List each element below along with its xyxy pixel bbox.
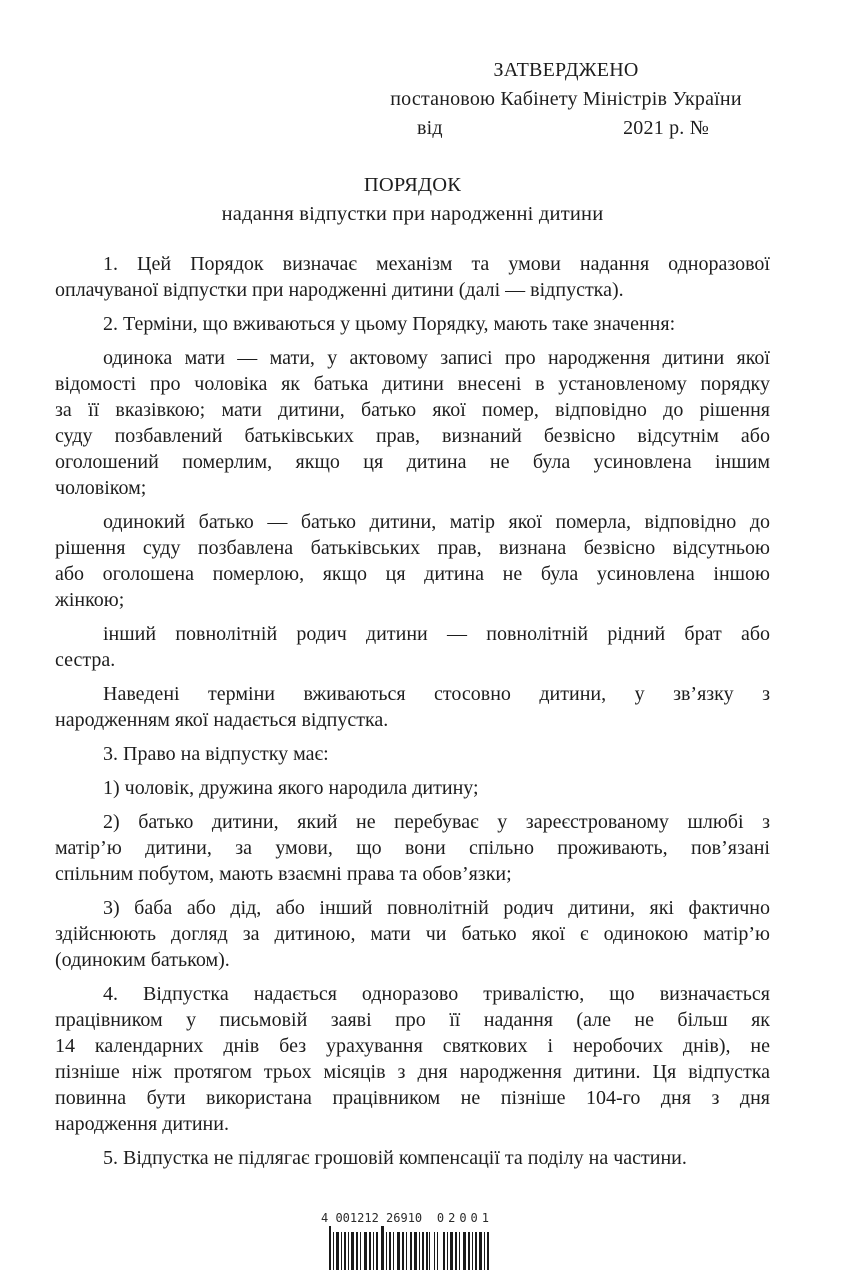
barcode-digits (321, 1211, 493, 1225)
paragraph (55, 741, 770, 767)
approval-block (375, 56, 757, 143)
text-line: оплачуваної відпустки при народженні дитини (далі — відпустка). (55, 279, 624, 301)
text-line: відомості про чоловіка як батька дитини внесені в установленому порядку (55, 373, 770, 395)
text-line: 14 календарних днів без урахування святкових і неробочих днів), не (55, 1035, 770, 1057)
text-line: працівником у письмовій заяві про її надання (але не більш як (55, 1009, 770, 1031)
barcode-block (321, 1211, 493, 1270)
text-line: повинна бути використана працівником не пізніше 104-го дня з дня (55, 1087, 770, 1109)
approval-stamp-text: ЗАТВЕРДЖЕНО (493, 59, 639, 81)
paragraph (55, 809, 770, 887)
paragraph (55, 1145, 770, 1171)
text-line: матір’ю дитини, за умови, що вони спільно проживають, пов’язані (55, 837, 770, 859)
document-subtitle: надання відпустки при народженні дитини (221, 203, 604, 225)
paragraph (55, 311, 770, 337)
paragraph (55, 681, 770, 733)
text-line: пізніше ніж протягом трьох місяців з дня народження дитини. Ця відпустка (55, 1061, 770, 1083)
paragraph (55, 345, 770, 501)
text-line: народженням якої надається відпустка. (55, 709, 389, 731)
text-line: (одиноким батьком). (55, 949, 230, 971)
text-line: 1) чоловік, дружина якого народила дитину; (103, 777, 479, 799)
approval-date-line (375, 114, 757, 143)
paragraph (55, 981, 770, 1137)
text-line: 3. Право на відпустку має: (103, 743, 329, 765)
text-line: суду позбавлений батьківських прав, визнаний безвісно відсутнім або (55, 425, 770, 447)
document-title: ПОРЯДОК (363, 174, 462, 196)
text-line: 4. Відпустка надається одноразово тривалістю, що визначається (103, 983, 770, 1005)
approval-date-prefix: від (417, 117, 443, 139)
text-line: 3) баба або дід, або інший повнолітній родич дитини, які фактично (103, 897, 770, 919)
text-line: 5. Відпустка не підлягає грошовій компенсації та поділу на частини. (103, 1147, 687, 1169)
text-line: одинока мати — мати, у актовому записі про народження дитини якої (103, 347, 770, 369)
text-line: Наведені терміни вживаються стосовно дитини, у зв’язку з (103, 683, 770, 705)
paragraph (55, 621, 770, 673)
paragraph (55, 251, 770, 303)
text-line: народження дитини. (55, 1113, 229, 1135)
title-block (55, 171, 770, 229)
text-line: або оголошена померлою, якщо ця дитина не була усиновлена іншою (55, 563, 770, 585)
text-line: одинокий батько — батько дитини, матір якої померла, відповідно до (103, 511, 770, 533)
barcode-bars-icon (321, 1226, 493, 1270)
text-line: інший повнолітній родич дитини — повнолітній рідний брат або (103, 623, 770, 645)
text-line: 2. Терміни, що вживаються у цьому Порядку, мають таке значення: (103, 313, 676, 335)
text-line: спільним побутом, мають взаємні права та обов’язки; (55, 863, 512, 885)
document-body (55, 251, 770, 1179)
text-line: за її вказівкою; мати дитини, батько якої помер, відповідно до рішення (55, 399, 770, 421)
paragraph (55, 895, 770, 973)
barcode-digits-right: 02001 (436, 1211, 493, 1225)
approval-authority-text: постановою Кабінету Міністрів України (390, 88, 742, 110)
text-line: здійснюють догляд за дитиною, мати чи батько якої є одинокою матір’ю (55, 923, 770, 945)
approval-date-suffix: 2021 р. № (623, 117, 709, 139)
paragraph (55, 509, 770, 613)
text-line: сестра. (55, 649, 116, 671)
text-line: чоловіком; (55, 477, 147, 499)
text-line: оголошений померлим, якщо ця дитина не була усиновлена іншим (55, 451, 770, 473)
barcode-digits-left: 4 001212 26910 (321, 1211, 423, 1225)
text-line: рішення суду позбавлена батьківських прав, визнана безвісно відсутньою (55, 537, 770, 559)
text-line: 2) батько дитини, який не перебуває у зареєстрованому шлюбі з (103, 811, 770, 833)
text-line: 1. Цей Порядок визначає механізм та умови надання одноразової (103, 253, 770, 275)
text-line: жінкою; (55, 589, 125, 611)
paragraph (55, 775, 770, 801)
